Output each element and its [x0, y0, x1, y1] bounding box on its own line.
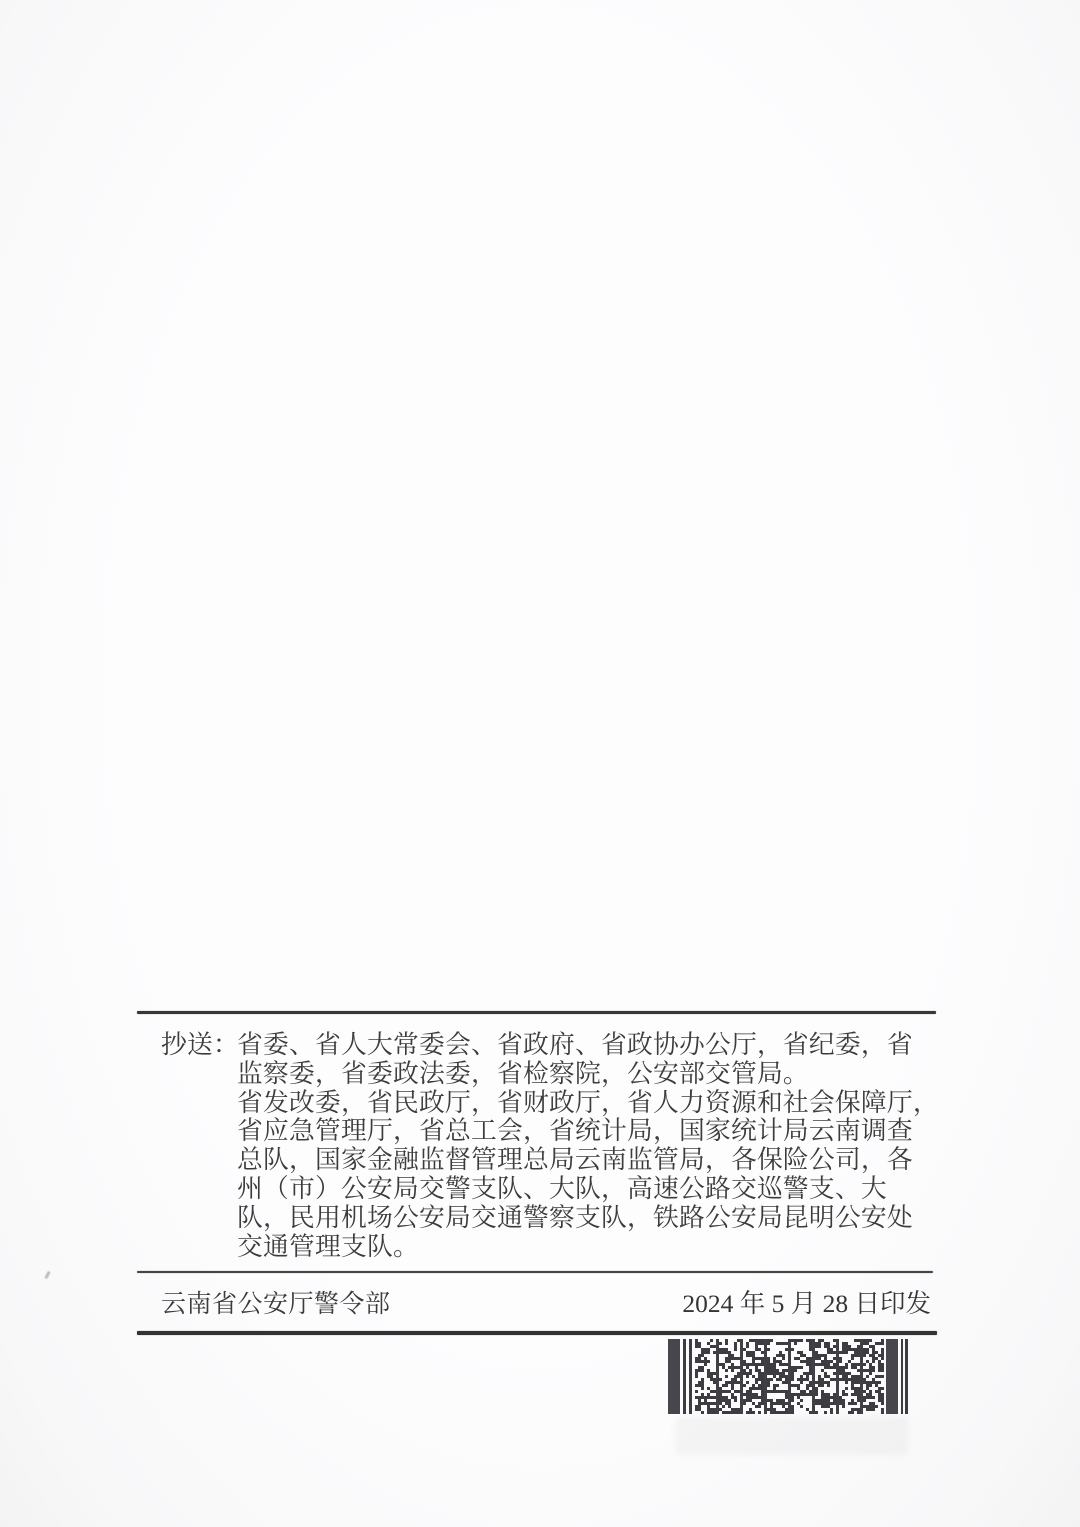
copy-to-line: 省应急管理厅，省总工会，省统计局，国家统计局云南调查 — [237, 1116, 913, 1146]
issuing-office: 云南省公安厅警令部 — [161, 1291, 391, 1318]
copy-to-line: 州（市）公安局交警支队、大队，高速公路交巡警支、大 — [237, 1173, 887, 1203]
colophon-top-rule — [137, 1011, 936, 1014]
copy-to-line: 总队，国家金融监督管理总局云南监管局，各保险公司，各 — [237, 1145, 913, 1175]
copy-to-line: 交通管理支队。 — [237, 1231, 419, 1261]
copy-to-line: 队，民用机场公安局交通警察支队，铁路公安局昆明公安处 — [237, 1202, 913, 1232]
colophon-bottom-rule — [137, 1331, 937, 1335]
pdf417-barcode-icon — [668, 1339, 910, 1414]
copy-to-lines — [237, 1031, 939, 1261]
scan-artifact — [44, 1271, 50, 1279]
copy-to-line: 省委、省人大常委会、省政府、省政协办公厅，省纪委，省 — [237, 1030, 913, 1059]
copy-to-line: 省发改委，省民政厅，省财政厅，省人力资源和社会保障厅， — [237, 1087, 939, 1117]
copy-to-section — [161, 1031, 939, 1261]
print-date: 2024 年 5 月 28 日印发 — [682, 1289, 931, 1318]
colophon-middle-rule — [137, 1271, 933, 1273]
barcode-print-shadow — [676, 1417, 908, 1455]
colophon-footer-row — [137, 1277, 936, 1327]
document-barcode — [668, 1339, 910, 1414]
copy-to-label: 抄送： — [161, 1030, 239, 1059]
copy-to-line: 监察委，省委政法委，省检察院，公安部交管局。 — [237, 1058, 809, 1088]
